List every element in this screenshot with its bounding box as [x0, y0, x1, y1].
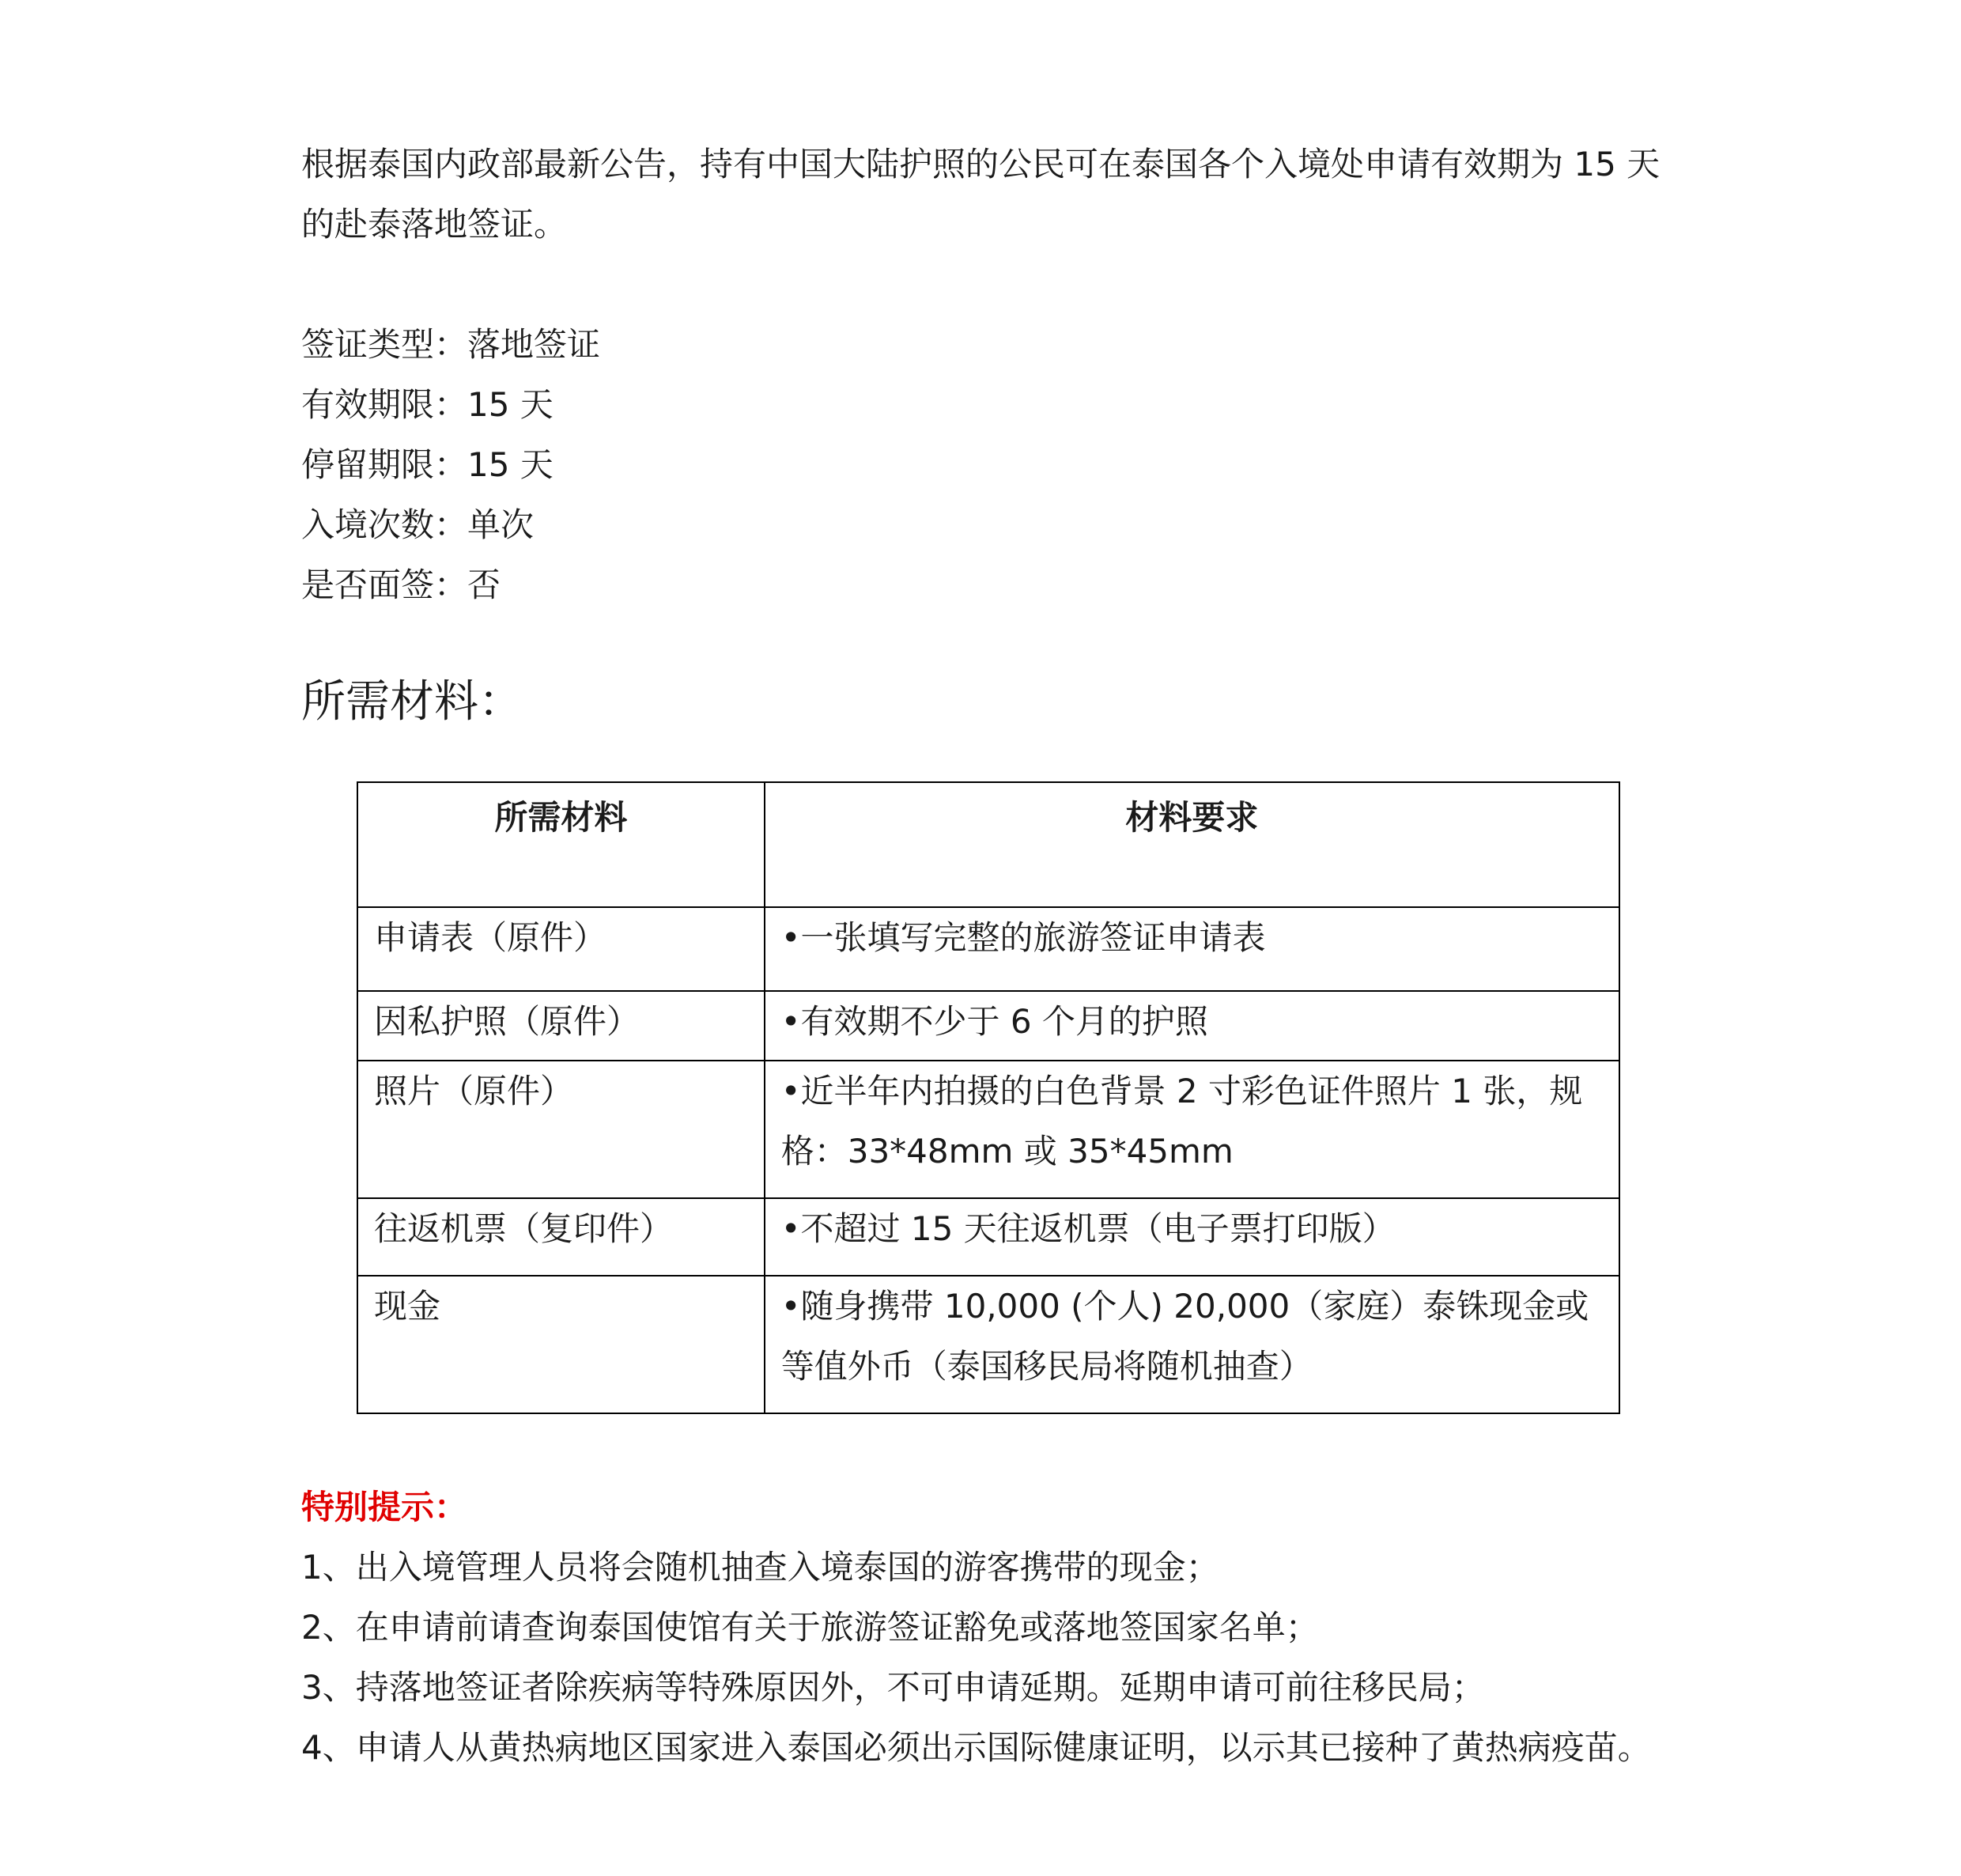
notice-title: 特别提示： — [301, 1488, 468, 1526]
header-requirement: 材料要求 — [765, 782, 1619, 907]
material-cell: 因私护照（原件） — [357, 991, 765, 1061]
requirement-cell: •有效期不少于 6 个月的护照 — [765, 991, 1619, 1061]
info-stay-duration: 停留期限：15 天 — [301, 445, 554, 484]
material-cell: 现金 — [357, 1276, 765, 1413]
requirement-cell: •近半年内拍摄的白色背景 2 寸彩色证件照片 1 张，规格：33*48mm 或 35*45mm — [765, 1061, 1619, 1198]
visa-info-list — [301, 315, 1685, 615]
requirement-cell: •一张填写完整的旅游签证申请表 — [765, 907, 1619, 991]
intro-paragraph: 根据泰国内政部最新公告，持有中国大陆护照的公民可在泰国各个入境处申请有效期为 15 天的赴泰落地签证。 — [301, 145, 1661, 244]
table-row — [357, 1061, 1619, 1198]
table-header-row — [357, 782, 1619, 907]
material-cell: 照片（原件） — [357, 1061, 765, 1198]
notice-item-2: 2、在申请前请查询泰国使馆有关于旅游签证豁免或落地签国家名单； — [301, 1608, 1319, 1647]
material-cell: 申请表（原件） — [357, 907, 765, 991]
header-material: 所需材料 — [357, 782, 765, 907]
table-row — [357, 907, 1619, 991]
document-page — [301, 134, 1685, 1778]
info-visa-type: 签证类型：落地签证 — [301, 325, 601, 364]
requirement-cell: •不超过 15 天往返机票（电子票打印版） — [765, 1198, 1619, 1276]
materials-heading: 所需材料： — [301, 676, 523, 728]
info-entries: 入境次数：单次 — [301, 505, 535, 544]
notice-item-4: 4、申请人从黄热病地区国家进入泰国必须出示国际健康证明，以示其已接种了黄热病疫苗。 — [301, 1728, 1651, 1767]
materials-table — [357, 781, 1620, 1414]
table-row — [357, 991, 1619, 1061]
info-interview: 是否面签：否 — [301, 565, 501, 604]
info-validity: 有效期限：15 天 — [301, 385, 554, 424]
requirement-cell: •随身携带 10,000 (个人) 20,000（家庭）泰铢现金或等值外币（泰国移民局将随机抽查） — [765, 1276, 1619, 1413]
material-cell: 往返机票（复印件） — [357, 1198, 765, 1276]
table-row — [357, 1276, 1619, 1413]
notice-item-1: 1、出入境管理人员将会随机抽查入境泰国的游客携带的现金； — [301, 1548, 1219, 1587]
notice-item-3: 3、持落地签证者除疾病等特殊原因外，不可申请延期。延期申请可前往移民局； — [301, 1668, 1485, 1707]
table-row — [357, 1198, 1619, 1276]
